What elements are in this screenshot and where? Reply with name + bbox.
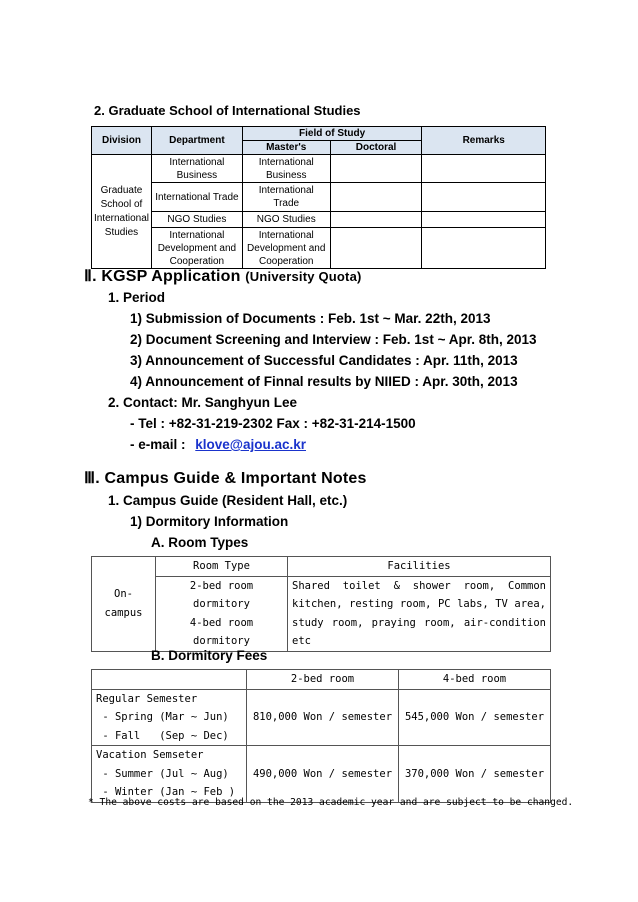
semester-line: Regular Semester (96, 692, 198, 705)
header-remarks: Remarks (422, 127, 546, 155)
semester-line: - Summer (Jul ~ Aug) (96, 767, 229, 780)
fee-four-bed: 545,000 Won / semester (399, 689, 551, 746)
masters-cell: NGO Studies (242, 212, 330, 228)
part-2-heading (84, 266, 362, 286)
dept-cell: NGO Studies (151, 212, 242, 228)
semester-line: - Winter (Jan ~ Feb ) (96, 786, 236, 798)
doctoral-cell (330, 228, 422, 269)
remarks-cell (422, 228, 546, 269)
room-type-item: 2-bed room dormitory (189, 579, 254, 610)
masters-cell: International Trade (242, 183, 330, 212)
doctoral-cell (330, 212, 422, 228)
room-types-title: A. Room Types (151, 535, 249, 550)
doctoral-cell (330, 183, 422, 212)
header-masters: Master's (242, 141, 330, 155)
semester-cell (92, 746, 247, 803)
part-2-title: KGSP Application (101, 268, 241, 285)
remarks-cell (422, 183, 546, 212)
dormitory-fees-table (91, 669, 551, 803)
room-types-table (91, 556, 551, 652)
contact-tel: - Tel : +82-31-219-2302 Fax : +82-31-214-1500 (130, 416, 416, 431)
header-field-of-study: Field of Study (242, 127, 422, 141)
period-item: 3) Announcement of Successful Candidates : Apr. 11th, 2013 (130, 353, 518, 368)
fee-four-bed: 370,000 Won / semester (399, 746, 551, 803)
period-title: 1. Period (108, 290, 166, 305)
part-3-title: Campus Guide & Important Notes (104, 470, 367, 487)
semester-line: - Fall (Sep ~ Dec) (96, 729, 229, 742)
semester-line: - Spring (Mar ~ Jun) (96, 711, 229, 723)
part-3-heading (84, 468, 367, 488)
semester-line: Vacation Semseter (96, 749, 204, 761)
facilities-cell: Shared toilet & shower room, Common kitchen, resting room, PC labs, TV area, study room, praying room, air-condition etc (288, 576, 551, 651)
part-2-subtitle: (University Quota) (245, 269, 362, 284)
contact-title: 2. Contact: Mr. Sanghyun Lee (108, 395, 298, 410)
masters-cell: International Development and Cooperation (242, 228, 330, 269)
header-facilities: Facilities (288, 557, 551, 577)
header-department: Department (151, 127, 242, 155)
masters-cell: International Business (242, 155, 330, 183)
part-2-numeral: Ⅱ. (84, 268, 97, 285)
period-item: 4) Announcement of Finnal results by NIIED : Apr. 30th, 2013 (130, 374, 518, 389)
dormitory-info-title: 1) Dormitory Information (130, 514, 289, 529)
header-two-bed: 2-bed room (247, 670, 399, 690)
fee-two-bed: 490,000 Won / semester (247, 746, 399, 803)
doctoral-cell (330, 155, 422, 183)
part-3-numeral: Ⅲ. (84, 470, 100, 487)
remarks-cell (422, 155, 546, 183)
field-of-study-table (91, 126, 546, 269)
division-cell: Graduate School of International Studies (92, 155, 152, 269)
semester-cell (92, 689, 247, 746)
header-room-type: Room Type (156, 557, 288, 577)
contact-email-line (130, 437, 306, 452)
location-cell: On-campus (92, 557, 156, 652)
fees-corner-cell (92, 670, 247, 690)
header-doctoral: Doctoral (330, 141, 422, 155)
dormitory-fees-title: B. Dormitory Fees (151, 648, 268, 663)
fee-two-bed: 810,000 Won / semester (247, 689, 399, 746)
dept-cell: International Trade (151, 183, 242, 212)
header-division: Division (92, 127, 152, 155)
email-link[interactable]: klove@ajou.ac.kr (195, 437, 306, 452)
period-item: 2) Document Screening and Interview : Feb. 1st ~ Apr. 8th, 2013 (130, 332, 537, 347)
remarks-cell (422, 212, 546, 228)
cost-note: * The above costs are based on the 2013 academic year and are subject to be changed. (88, 797, 574, 808)
room-type-list (156, 576, 288, 651)
dept-cell: International Business (151, 155, 242, 183)
email-label: - e-mail : (130, 437, 186, 452)
room-type-item: 4-bed room dormitory (189, 616, 254, 647)
dept-cell: International Development and Cooperation (151, 228, 242, 269)
section-title-graduate-school: 2. Graduate School of International Studies (94, 103, 361, 118)
campus-guide-title: 1. Campus Guide (Resident Hall, etc.) (108, 493, 348, 508)
header-four-bed: 4-bed room (399, 670, 551, 690)
period-item: 1) Submission of Documents : Feb. 1st ~ Mar. 22th, 2013 (130, 311, 491, 326)
